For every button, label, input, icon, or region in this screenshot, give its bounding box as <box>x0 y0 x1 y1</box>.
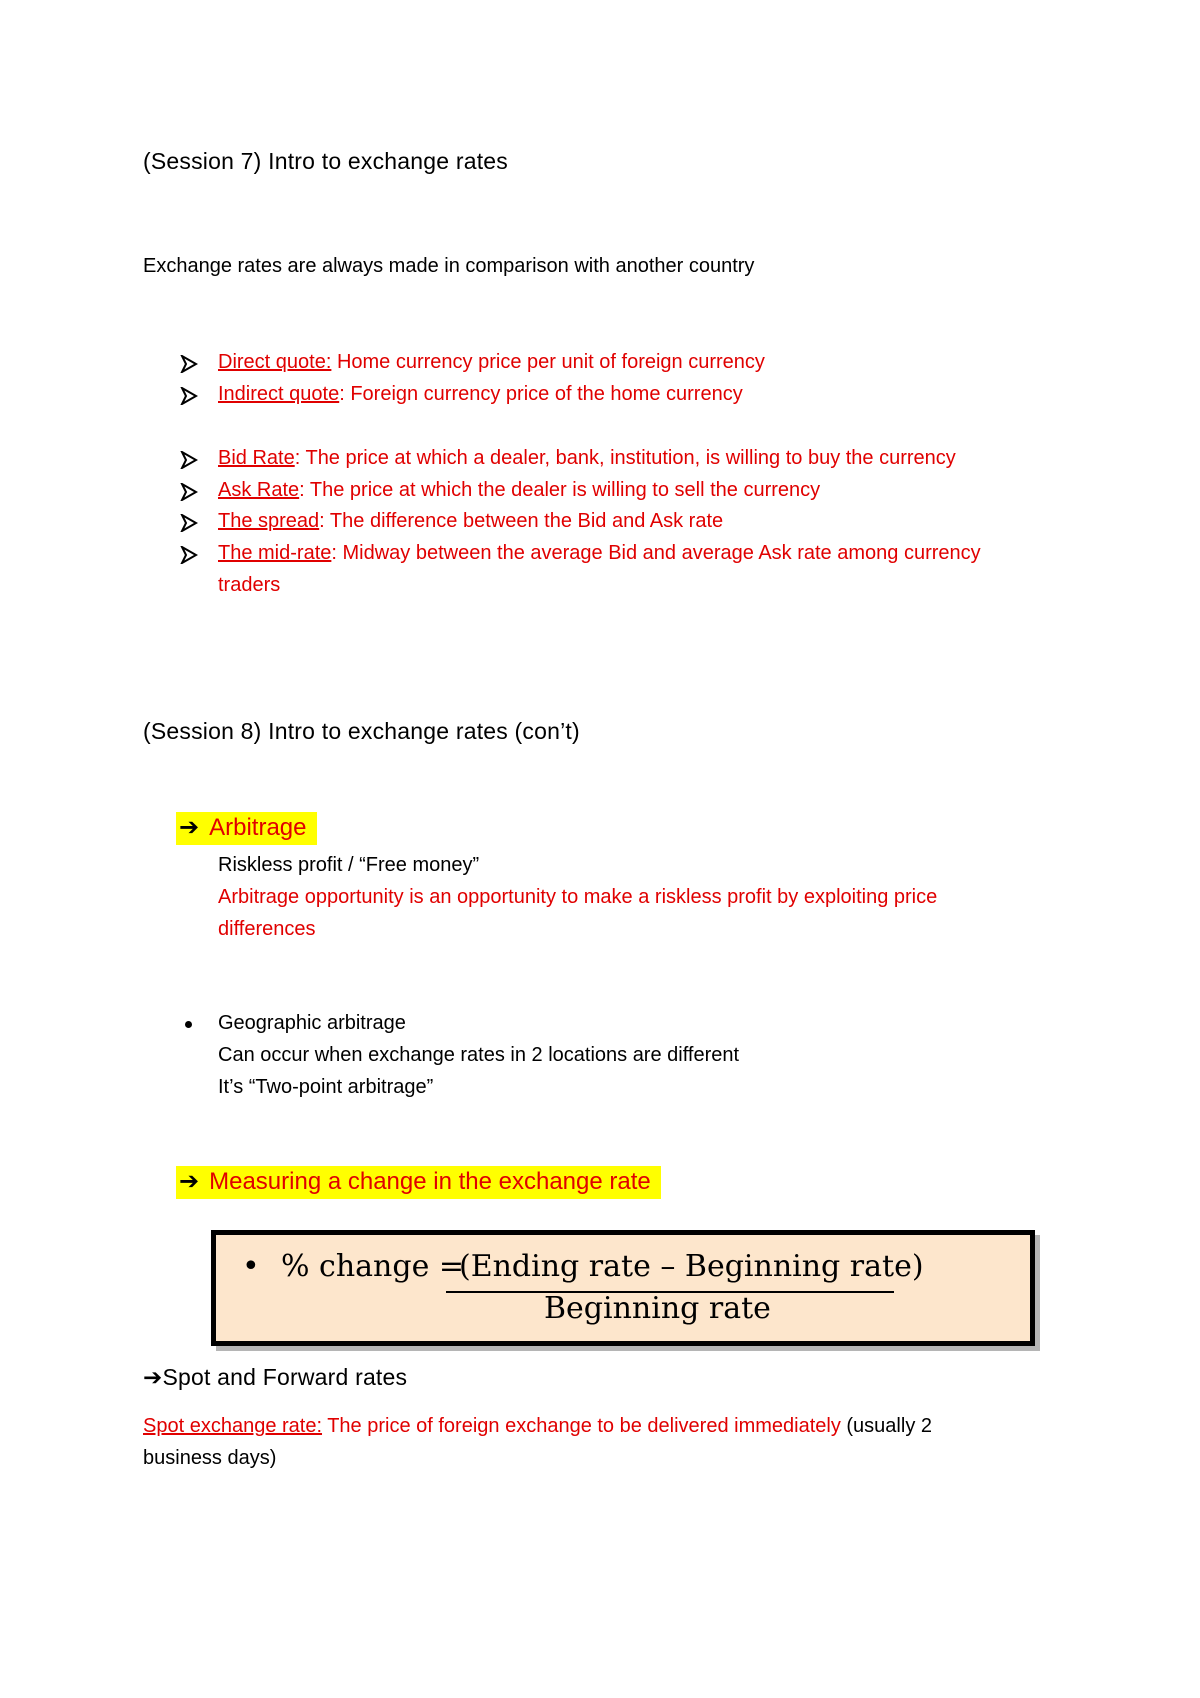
arrow-right-icon: ➔ <box>179 1168 200 1195</box>
formula-box <box>211 1230 1035 1346</box>
measuring-title: Measuring a change in the exchange rate <box>209 1168 651 1195</box>
term-label: Spot exchange rate: <box>143 1415 323 1437</box>
term-label: Bid Rate <box>218 447 295 469</box>
geographic-line-1: Can occur when exchange rates in 2 locations are different <box>218 1044 740 1066</box>
term-definition-continuation: traders <box>218 574 281 596</box>
session7-heading: (Session 7) Intro to exchange rates <box>143 148 508 174</box>
arrowhead-bullet-icon <box>180 387 198 405</box>
term-note: (usually 2 <box>840 1415 932 1437</box>
term-definition: : The price at which the dealer is willing to sell the currency <box>299 479 821 501</box>
term-definition: Home currency price per unit of foreign currency <box>331 351 765 373</box>
arrow-right-icon: ➔ <box>179 814 200 841</box>
formula-bullet: • <box>242 1249 260 1284</box>
term-definition: The price of foreign exchange to be delivered immediately <box>322 1415 841 1437</box>
arbitrage-line-1: Riskless profit / “Free money” <box>218 854 480 876</box>
term-label: The mid-rate <box>218 542 332 564</box>
arrowhead-bullet-icon <box>180 546 198 564</box>
spot-definition-line <box>143 1415 932 1438</box>
measuring-highlight <box>176 1166 661 1199</box>
spot-forward-heading: ➔Spot and Forward rates <box>143 1364 408 1390</box>
bullet-dot-icon <box>185 1021 192 1028</box>
session7-intro: Exchange rates are always made in comparison with another country <box>143 255 755 277</box>
term-definition: : Midway between the average Bid and average Ask rate among currency <box>331 542 981 564</box>
arrowhead-bullet-icon <box>180 355 198 373</box>
spot-definition-continuation: business days) <box>143 1447 277 1469</box>
term-label: Direct quote: <box>218 351 332 373</box>
arbitrage-title: Arbitrage <box>209 814 307 841</box>
term-label: Ask Rate <box>218 479 300 501</box>
formula-numerator: (Ending rate – Beginning rate) <box>459 1249 924 1284</box>
term-definition: : The difference between the Bid and Ask rate <box>319 510 724 532</box>
term-label: The spread <box>218 510 320 532</box>
arrowhead-bullet-icon <box>180 514 198 532</box>
arbitrage-line-3: differences <box>218 918 316 940</box>
geographic-line-2: It’s “Two-point arbitrage” <box>218 1076 434 1098</box>
arrowhead-bullet-icon <box>180 451 198 469</box>
arbitrage-highlight <box>176 812 317 845</box>
term-definition: : The price at which a dealer, bank, institution, is willing to buy the currency <box>294 447 956 469</box>
session8-heading: (Session 8) Intro to exchange rates (con’t) <box>143 718 580 744</box>
term-label: Indirect quote <box>218 383 340 405</box>
formula-denominator: Beginning rate <box>544 1291 771 1326</box>
formula-lhs: % change = <box>281 1249 465 1284</box>
geographic-title: Geographic arbitrage <box>218 1012 406 1034</box>
arbitrage-line-2: Arbitrage opportunity is an opportunity to make a riskless profit by exploiting price <box>218 886 938 908</box>
arrowhead-bullet-icon <box>180 483 198 501</box>
term-definition: : Foreign currency price of the home currency <box>339 383 743 405</box>
